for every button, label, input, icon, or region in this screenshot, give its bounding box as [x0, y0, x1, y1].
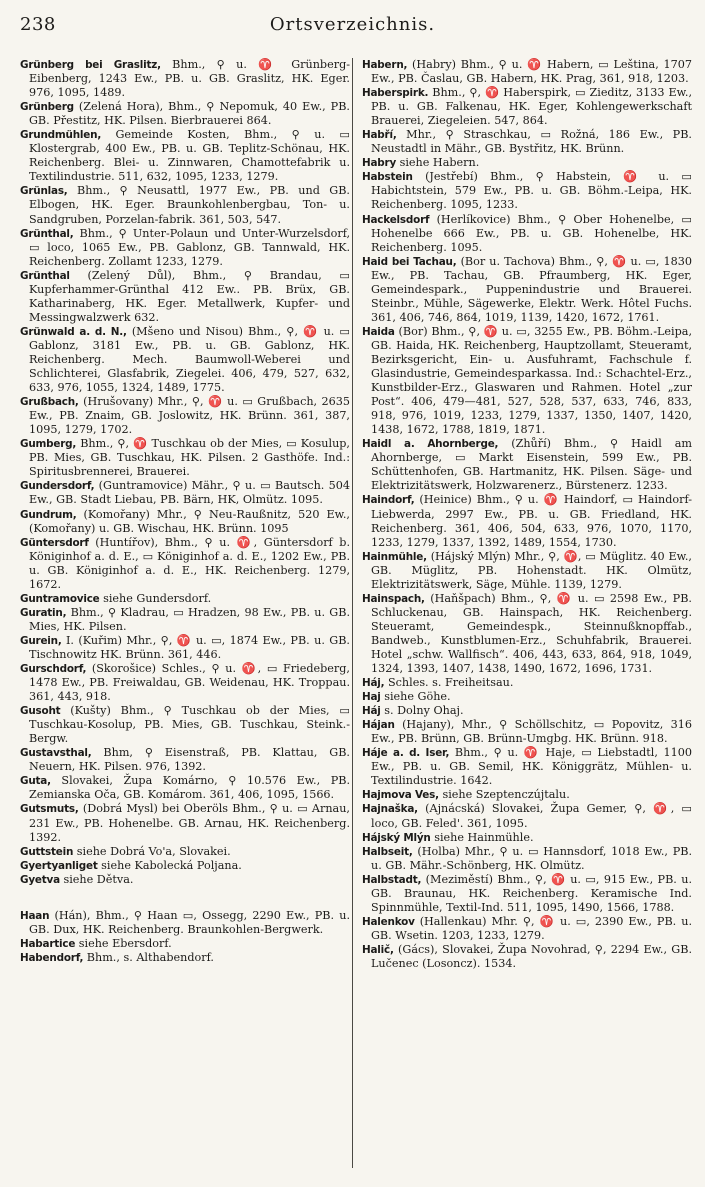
entry-description: Slovakei, Župa Komárno, ⚲ 10.576 Ew., PB. Zemianska Oča, GB. Komárom. 361, 406, 1095, 1566.: [29, 774, 350, 802]
page-title: Ortsverzeichnis.: [269, 14, 436, 35]
entry-place-name: Halič,: [362, 943, 394, 956]
entry-description: siehe Kabolecká Poljana.: [101, 858, 242, 872]
entry-place-name: Habern,: [362, 59, 408, 71]
entry-description: Bhm., ⚲ Kladrau, ▭ Hradzen, 98 Ew., PB. u. GB. Mies, HK. Pilsen.: [29, 605, 350, 633]
entry-description: siehe Dobrá Vo'a, Slovakei.: [76, 844, 231, 858]
entry-description: Bhm., ⚲ Unter-Polaun und Unter-Wurzelsdorf, ▭ loco, 1065 Ew., PB. Gablonz, GB. Tannwald, HK. Reichenberg. Zollamt 1233, 1279.: [29, 226, 350, 268]
entry-description: (Hallenkau) Mhr. ⚲, ♈ u. ▭, 2390 Ew., PB. u. GB. Wsetin. 1203, 1233, 1279.: [371, 914, 692, 942]
gazetteer-entry: [20, 909, 350, 937]
entry-description: Bhm., ⚲ u. ♈ Grünberg-Eibenberg, 1243 Ew., PB. u. GB. Graslitz, HK. Eger. 976, 1095, 1489.: [29, 58, 351, 100]
gazetteer-entry: [362, 788, 692, 802]
entry-place-name: Hackelsdorf: [362, 213, 430, 226]
gazetteer-entry: [362, 676, 692, 690]
entry-place-name: Halbstadt,: [362, 873, 422, 886]
entry-description: Schles. s. Freiheitsau.: [387, 676, 514, 690]
entry-place-name: Grünthal,: [20, 227, 74, 240]
section-gap: [20, 887, 350, 909]
entry-description: I. (Kuřim) Mhr., ⚲, ♈ u. ▭, 1874 Ew., PB. u. GB. Tischnowitz HK. Brünn. 361, 446.: [29, 633, 350, 661]
entry-description: siehe Hainmühle.: [434, 830, 534, 844]
entry-place-name: Habstein: [362, 171, 413, 184]
entry-description: Bhm., ⚲, ♈ Haberspirk, ▭ Zieditz, 3133 Ew., PB. u. GB. Falkenau, HK. Eger, Kohlengewerkschaft Brauerei, Ziegeleien. 547, 864.: [371, 86, 692, 128]
gazetteer-entry: [20, 746, 350, 774]
entry-description: (Hájský Mlýn) Mhr., ⚲, ♈, ▭ Müglitz. 40 Ew., GB. Müglitz, PB. Hohenstadt. HK. Olmütz, Elektrizitätswerk, Säge, Mühle. 1139, 1279.: [371, 549, 692, 591]
left-column: [20, 58, 350, 965]
gazetteer-entry: [20, 58, 350, 100]
gazetteer-entry: [20, 662, 350, 704]
gazetteer-entry: [20, 269, 350, 325]
gazetteer-entry: [20, 634, 350, 662]
entry-place-name: Háj,: [362, 677, 385, 690]
entry-place-name: Haan: [20, 909, 50, 922]
gazetteer-entry: [362, 802, 692, 830]
gazetteer-entry: [20, 802, 350, 844]
entry-place-name: Guttstein: [20, 845, 74, 858]
gazetteer-entry: [20, 227, 350, 269]
entry-description: Bhm, ⚲ Eisenstraß, PB. Klattau, GB. Neuern, HK. Pilsen. 976, 1392.: [29, 746, 350, 774]
entry-place-name: Gyertyanliget: [20, 859, 98, 872]
entry-place-name: Haid bei Tachau,: [362, 255, 457, 268]
entry-description: (Holba) Mhr., ⚲ u. ▭ Hannsdorf, 1018 Ew., PB. u. GB. Mähr.-Schönberg, HK. Olmütz.: [371, 844, 693, 872]
entry-description: siehe Szeptenczújtalu.: [442, 788, 570, 802]
gazetteer-entry: [362, 915, 692, 943]
entry-place-name: Grußbach,: [20, 396, 79, 409]
entry-place-name: Gundersdorf,: [20, 480, 95, 493]
entry-description: (Gács), Slovakei, Župa Novohrad, ⚲, 2294 Ew., GB. Lučenec (Losoncz). 1534.: [371, 942, 692, 970]
entry-description: (Haňšpach) Bhm., ⚲, ♈ u. ▭ 2598 Ew., PB. Schluckenau, GB. Hainspach, HK. Reichenberg. Steueramt, Gemeindespk., Steinnußknopffab., Bandweb., Kunstblumen-Erz., Schuhfabrik, Brauerei. Hotel „schw. Wallfisch“. 406, 443, 633, 864, 918, 1049, 1324, 1393, 1407, 1438, 1490, 1672, 1696, 1731.: [371, 591, 692, 676]
entry-description: Mhr., ⚲ Straschkau, ▭ Rožná, 186 Ew., PB. Neustadtl in Mähr., GB. Bystřitz, HK. Brünn.: [371, 128, 692, 156]
gazetteer-entry: [20, 395, 350, 437]
column-divider: [352, 58, 353, 1168]
gazetteer-entry: [20, 704, 350, 746]
gazetteer-entry: [362, 156, 692, 170]
entry-place-name: Gurschdorf,: [20, 663, 87, 676]
entry-place-name: Haidl a. Ahornberge,: [362, 438, 499, 451]
entry-description: (Mšeno und Nisou) Bhm., ⚲, ♈ u. ▭ Gablonz, 3181 Ew., PB. u. GB. Gablonz, HK. Reichenberg. Mech. Baumwoll-Weberei und Schlichterei, Glasfabrik, Ziegelei. 406, 479, 527, 632, 633, 976, 1055, 1324, 1489, 1775.: [29, 324, 350, 395]
gazetteer-entry: [20, 437, 350, 479]
entry-place-name: Gyetva: [20, 873, 60, 886]
entry-description: (Habry) Bhm., ⚲ u. ♈ Habern, ▭ Leština, 1707 Ew., PB. Časlau, GB. Habern, HK. Prag, 361, 918, 1203.: [371, 58, 692, 86]
gazetteer-entry: [20, 184, 350, 226]
entry-place-name: Grünthal: [20, 269, 70, 282]
entry-description: (Bor) Bhm., ⚲, ♈ u. ▭, 3255 Ew., PB. Böhm.-Leipa, GB. Haida, HK. Reichenberg, Hauptzollamt, Steueramt, Bezirksgericht, Ein- u. Ausfuhramt, Fachschule f. Glasindustrie, Gemeindesparkassa. Ind.: Schachtel-Erz., Kunstbilder-Erz., Glaswaren und Rahmen. Hotel „zur Post“. 406, 479—481, 527, 528, 537, 633, 746, 833, 918, 976, 1019, 1233, 1279, 1337, 1350, 1407, 1420, 1438, 1672, 1788, 1819, 1871.: [371, 324, 692, 437]
gazetteer-entry: [362, 255, 692, 325]
entry-place-name: Grünberg: [20, 101, 74, 114]
entry-description: (Bor u. Tachova) Bhm., ⚲, ♈ u. ▭, 1830 Ew., PB. Tachau, GB. Pfraumberg, HK. Eger, Gemeindespark., Puppenindustrie und Brauerei. Steinbr., Mühle, Sägewerke, Elektr. Werk. Hôtel Fuchs. 361, 406, 746, 864, 1019, 1139, 1420, 1672, 1761.: [371, 254, 693, 324]
entry-description: Bhm., ⚲ u. ♈ Haje, ▭ Liebstadtl, 1100 Ew., PB. u. GB. Semil, HK. Königgrätz, Mühlen- u. Textilindustrie. 1642.: [371, 746, 692, 788]
gazetteer-entry: [20, 951, 350, 965]
entry-description: (Zhůří) Bhm., ⚲ Haidl am Ahornberge, ▭ Markt Eisenstein, 599 Ew., PB. Schüttenhofen, GB. Hartmanitz, HK. Pilsen. Säge- und Elektrizitätswerk, Holzwarenerz., Bürstenerz. 1233.: [371, 437, 692, 493]
gazetteer-entry: [362, 831, 692, 845]
entry-description: Bhm., ⚲ Neusattl, 1977 Ew., PB. und GB. Elbogen, HK. Eger. Braunkohlenbergbau, Ton- u. Sandgruben, Porzelan-fabrik. 361, 503, 547.: [29, 184, 350, 226]
entry-description: (Jestřebí) Bhm., ⚲ Habstein, ♈ u. ▭ Habichtstein, 579 Ew., PB. u. GB. Böhm.-Leipa, HK. Reichenberg. 1095, 1233.: [371, 170, 692, 212]
entry-place-name: Guntramovice: [20, 592, 100, 605]
entry-place-name: Güntersdorf: [20, 536, 89, 549]
gazetteer-entry: [362, 704, 692, 718]
entry-description: (Zelená Hora), Bhm., ⚲ Nepomuk, 40 Ew., PB. GB. Přestitz, HK. Pilsen. Bierbrauerei 864.: [29, 100, 350, 128]
entry-description: (Dobrá Mysl) bei Oberöls Bhm., ⚲ u. ▭ Arnau, 231 Ew., PB. Hohenelbe. GB. Arnau, HK. Reichenberg. 1392.: [29, 802, 350, 844]
gazetteer-entry: [20, 592, 350, 606]
entry-place-name: Gutsmuts,: [20, 803, 79, 816]
entry-place-name: Hájan: [362, 719, 395, 732]
entry-description: (Komořany) Mhr., ⚲ Neu-Raußnitz, 520 Ew., (Komořany) u. GB. Wischau, HK. Brünn. 1095: [29, 507, 350, 535]
gazetteer-entry: [20, 536, 350, 592]
gazetteer-entry: [362, 943, 692, 971]
entry-place-name: Habry: [362, 157, 397, 170]
entry-place-name: Grünwald a. d. N.,: [20, 325, 127, 338]
gazetteer-entry: [362, 690, 692, 704]
entry-description: siehe Habern.: [399, 156, 480, 170]
right-column: [362, 58, 692, 971]
entry-description: (Guntramovice) Mähr., ⚲ u. ▭ Bautsch. 504 Ew., GB. Stadt Liebau, PB. Bärn, HK, Olmütz. 1095.: [29, 479, 350, 507]
entry-place-name: Habartice: [20, 937, 76, 950]
entry-description: (Ajnácská) Slovakei, Župa Gemer, ⚲, ♈, ▭ loco, GB. Feled'. 361, 1095.: [371, 802, 692, 830]
entry-place-name: Gusoht: [20, 705, 61, 718]
entry-description: siehe Göhe.: [384, 690, 451, 704]
gazetteer-entry: [20, 508, 350, 536]
gazetteer-entry: [362, 213, 692, 255]
gazetteer-entry: [20, 859, 350, 873]
entry-place-name: Hajnaška,: [362, 803, 418, 816]
entry-description: Bhm., s. Althabendorf.: [86, 950, 214, 964]
entry-description: Bhm., ⚲, ♈ Tuschkau ob der Mies, ▭ Kosulup, PB. Mies, GB. Tuschkau, HK. Pilsen. 2 Gasthöfe. Ind.: Spiritusbrennerei, Brauerei.: [29, 437, 350, 479]
entry-description: (Heinice) Bhm., ⚲ u. ♈ Haindorf, ▭ Haindorf-Liebwerda, 2997 Ew., PB. u. GB. Friedland, HK. Reichenberg. 361, 406, 504, 633, 976, 1070, 1170, 1233, 1279, 1337, 1392, 1489, 1554, 1730.: [371, 493, 692, 549]
entry-place-name: Grundmühlen,: [20, 129, 102, 142]
entry-place-name: Gumberg,: [20, 438, 77, 451]
entry-place-name: Grünlas,: [20, 185, 68, 198]
entry-place-name: Hajmova Ves,: [362, 789, 439, 802]
entry-description: (Meziměstí) Bhm., ⚲, ♈ u. ▭, 915 Ew., PB. u. GB. Braunau, HK. Reichenberg. Keramische Ind. Spinnmühle, Textil-Ind. 511, 1095, 1490, 1566, 1788.: [371, 872, 692, 914]
gazetteer-entry: [20, 100, 350, 128]
entry-description: Gemeinde Kosten, Bhm., ⚲ u. ▭ Klostergrab, 400 Ew., PB. u. GB. Teplitz-Schönau, HK. Reichenberg. Blei- u. Zinnwaren, Chamottefabrik u. Textilindustrie. 511, 632, 1095, 1233, 1279.: [29, 128, 350, 184]
entry-description: (Zelený Důl), Bhm., ⚲ Brandau, ▭ Kupferhammer-Grünthal 412 Ew.. PB. Brüx, GB. Katharinaberg, HK. Eger. Metallwerk, Kupfer- und Messingwalzwerk 632.: [29, 268, 350, 324]
gazetteer-entry: [20, 325, 350, 395]
entry-place-name: Habří,: [362, 129, 397, 142]
entry-description: (Huntířov), Bhm., ⚲ u. ♈, Güntersdorf b. Königinhof a. d. E., ▭ Königinhof a. d. E., 1202 Ew., PB. u. GB. Königinhof a. d. E., HK. Reichenberg. 1279, 1672.: [29, 535, 350, 591]
gazetteer-entry: [362, 128, 692, 156]
gazetteer-entry: [20, 128, 350, 184]
entry-description: s. Dolny Ohaj.: [384, 704, 464, 718]
gazetteer-entry: [20, 845, 350, 859]
gazetteer-entry: [362, 845, 692, 873]
entry-place-name: Haida: [362, 325, 395, 338]
entry-place-name: Habendorf,: [20, 951, 84, 964]
entry-place-name: Hainmühle,: [362, 550, 427, 563]
entry-place-name: Hainspach,: [362, 592, 425, 605]
entry-place-name: Grünberg bei Graslitz,: [20, 59, 161, 71]
gazetteer-entry: [362, 550, 692, 592]
gazetteer-entry: [362, 746, 692, 788]
gazetteer-entry: [362, 437, 692, 493]
gazetteer-entry: [362, 873, 692, 915]
page-number: 238: [20, 14, 56, 35]
entry-description: siehe Dětva.: [63, 872, 134, 886]
gazetteer-entry: [20, 606, 350, 634]
entry-place-name: Gustavsthal,: [20, 747, 92, 760]
entry-description: (Hajany), Mhr., ⚲ Schöllschitz, ▭ Popovitz, 316 Ew., PB. Brünn, GB. Brünn-Umgbg. HK. Brünn. 918.: [371, 718, 692, 746]
gazetteer-entry: [362, 58, 692, 86]
gazetteer-entry: [20, 774, 350, 802]
entry-place-name: Halbseit,: [362, 845, 413, 858]
entry-place-name: Gurein,: [20, 634, 62, 647]
entry-place-name: Haberspirk.: [362, 87, 429, 100]
entry-description: siehe Gundersdorf.: [103, 591, 212, 605]
entry-place-name: Háj: [362, 705, 381, 718]
entry-description: (Skorošice) Schles., ⚲ u. ♈, ▭ Friedeberg, 1478 Ew., PB. Freiwaldau, GB. Weidenau, HK. Troppau. 361, 443, 918.: [29, 662, 350, 704]
entry-place-name: Guta,: [20, 775, 51, 788]
entry-description: (Herlíkovice) Bhm., ⚲ Ober Hohenelbe, ▭ Hohenelbe 666 Ew., PB. u. GB. Hohenelbe, HK. Reichenberg. 1095.: [371, 212, 692, 254]
entry-place-name: Haindorf,: [362, 494, 415, 507]
entry-description: (Hán), Bhm., ⚲ Haan ▭, Ossegg, 2290 Ew., PB. u. GB. Dux, HK. Reichenberg. Braunkohlen-Bergwerk.: [29, 908, 350, 936]
entry-place-name: Halenkov: [362, 915, 415, 928]
gazetteer-entry: [362, 170, 692, 212]
gazetteer-entry: [362, 493, 692, 549]
entry-description: siehe Ebersdorf.: [78, 936, 172, 950]
gazetteer-entry: [20, 937, 350, 951]
entry-place-name: Guratin,: [20, 606, 67, 619]
entry-place-name: Haj: [362, 691, 381, 704]
entry-place-name: Háje a. d. Iser,: [362, 747, 450, 760]
entry-description: (Hrušovany) Mhr., ⚲, ♈ u. ▭ Grußbach, 2635 Ew., PB. Znaim, GB. Joslowitz, HK. Brünn. 361, 387, 1095, 1279, 1702.: [29, 395, 350, 437]
gazetteer-entry: [362, 718, 692, 746]
gazetteer-entry: [20, 479, 350, 507]
gazetteer-entry: [362, 592, 692, 676]
entry-place-name: Hájský Mlýn: [362, 831, 431, 844]
gazetteer-entry: [362, 325, 692, 437]
entry-description: (Kušty) Bhm., ⚲ Tuschkau ob der Mies, ▭ Tuschkau-Kosolup, PB. Mies, GB. Tuschkau, Steink.-Bergw.: [29, 704, 351, 746]
entry-place-name: Gundrum,: [20, 508, 77, 521]
gazetteer-entry: [20, 873, 350, 887]
gazetteer-entry: [362, 86, 692, 128]
